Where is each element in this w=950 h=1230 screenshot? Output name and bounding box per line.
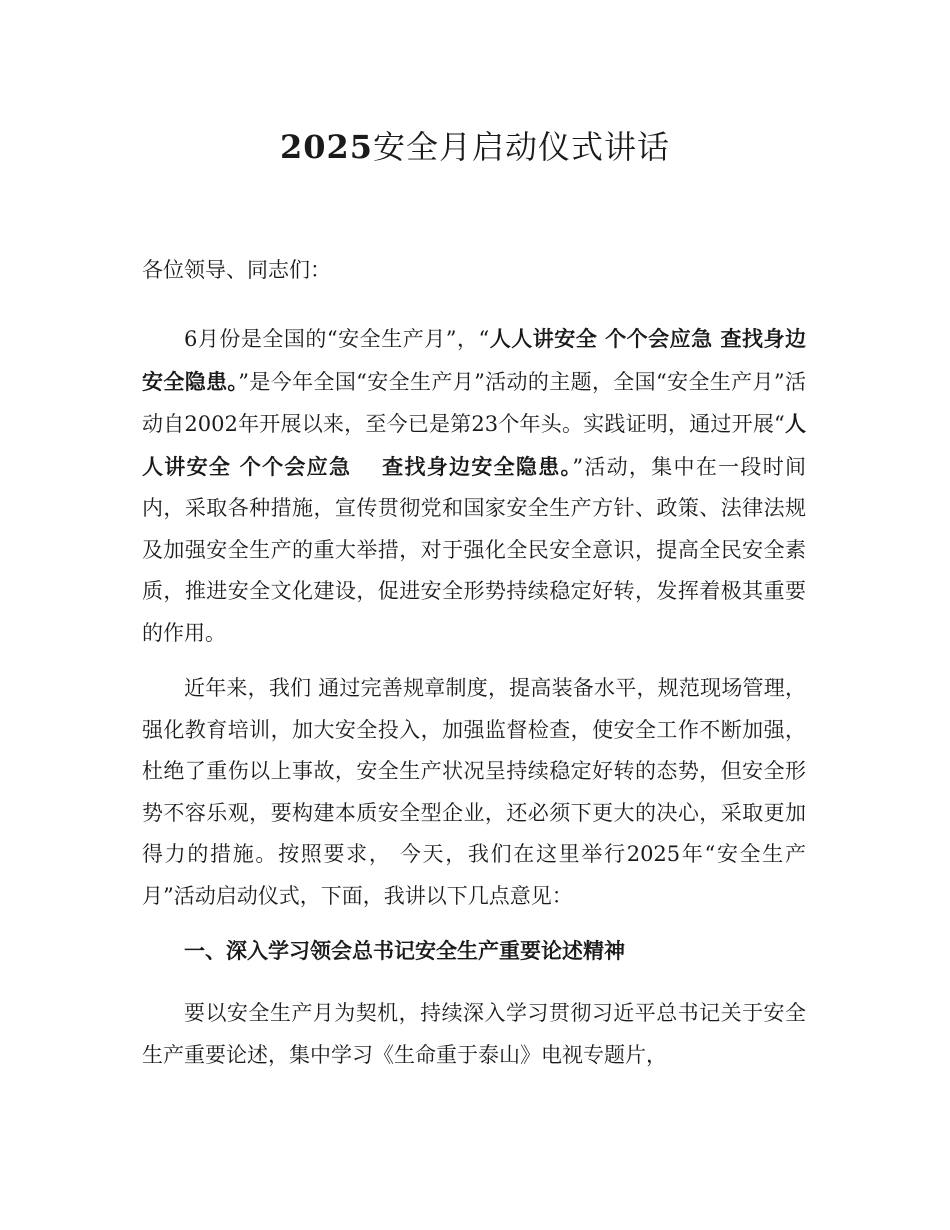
para1-theme-1: 人人讲安全 个个会应急 查找身边安全隐患。	[142, 326, 806, 394]
para1-text-3: ”活动，集中在一段时间内，采取各种措施，宣传贯彻党和国家安全生产方针、政策、法律法规及加强安全生产的重大举措，对于强化全民安全意识，提高全民安全素质，推进安全文化建设，促进安全形势持续稳定好转，发挥着极其重要的作用。	[142, 454, 806, 645]
paragraph-1	[142, 318, 806, 654]
paragraph-3: 要以安全生产月为契机，持续深入学习贯彻习近平总书记关于安全生产重要论述，集中学习《生命重于泰山》电视专题片，	[142, 1001, 806, 1067]
para1-text-2: ”是今年全国“安全生产月”活动的主题，全国“安全生产月”活动自2002年开展以来，至今已是第23个年头。实践证明，通过开展“	[142, 369, 806, 436]
paragraph-2: 近年来，我们 通过完善规章制度，提高装备水平，规范现场管理，强化教育培训，加大安全投入，加强监督检查，使安全工作不断加强，杜绝了重伤以上事故，安全生产状况呈持续稳定好转的态势，但安全形势不容乐观，要构建本质安全型企业，还必须下更大的决心，采取更加得力的措施。按照要求， 今天，我们在这里举行2025年“安全生产月”活动启动仪式，下面，我讲以下几点意见：	[142, 676, 806, 908]
para1-theme-2: 人人讲安全 个个会应急 查找身边安全隐患。	[142, 411, 807, 479]
document-title	[0, 126, 950, 168]
para1-text-1: 6月份是全国的“安全生产月”，“	[184, 327, 490, 351]
greeting: 各位领导、同志们：	[142, 258, 331, 282]
document-body	[142, 256, 806, 1090]
title-year: 2025	[279, 128, 374, 166]
title-text: 安全月启动仪式讲话	[373, 128, 671, 166]
section-heading-1: 一、深入学习领会总书记安全生产重要论述精神	[184, 938, 625, 963]
